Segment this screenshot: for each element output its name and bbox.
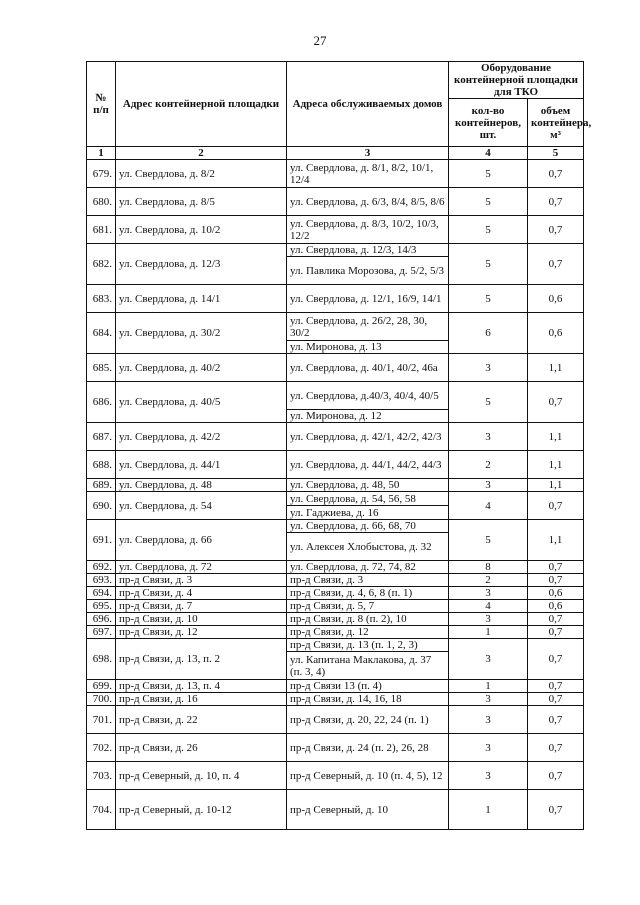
column-index-row [87,147,584,160]
served-houses: пр-д Связи, д. 8 (п. 2), 10 [287,613,449,626]
table-row [87,479,584,492]
served-houses: пр-д Связи, д. 24 (п. 2), 26, 28 [287,734,449,762]
row-number: 692. [87,561,116,574]
row-number: 688. [87,451,116,479]
site-address: пр-д Связи, д. 12 [116,626,287,639]
served-houses: ул. Алексея Хлобыстова, д. 32 [287,533,449,561]
table-row [87,574,584,587]
row-number: 691. [87,520,116,561]
table-row [87,639,584,652]
container-count: 5 [449,244,528,285]
table-row [87,706,584,734]
served-houses: пр-д Связи, д. 5, 7 [287,600,449,613]
row-number: 695. [87,600,116,613]
container-volume: 0,7 [528,216,584,244]
site-address: пр-д Связи, д. 3 [116,574,287,587]
header-served: Адреса обслуживаемых домов [287,62,449,147]
table-row [87,680,584,693]
row-number: 699. [87,680,116,693]
table-row [87,188,584,216]
served-houses: пр-д Связи 13 (п. 4) [287,680,449,693]
table-row [87,734,584,762]
index-cell: 3 [287,147,449,160]
container-volume: 0,7 [528,160,584,188]
row-number: 696. [87,613,116,626]
served-houses: пр-д Связи, д. 14, 16, 18 [287,693,449,706]
container-volume: 0,7 [528,244,584,285]
container-count: 4 [449,600,528,613]
site-address: пр-д Связи, д. 10 [116,613,287,626]
served-houses: пр-д Связи, д. 13 (п. 1, 2, 3) [287,639,449,652]
table-row [87,354,584,382]
container-volume: 0,7 [528,626,584,639]
container-volume: 0,7 [528,613,584,626]
row-number: 687. [87,423,116,451]
header-equipment: Оборудование контейнерной площадки для ТКО [449,62,584,99]
row-number: 694. [87,587,116,600]
served-houses: ул. Свердлова, д. 26/2, 28, 30, 30/2 [287,313,449,341]
row-number: 680. [87,188,116,216]
served-houses: ул. Свердлова, д. 66, 68, 70 [287,520,449,533]
container-count: 3 [449,423,528,451]
site-address: ул. Свердлова, д. 40/2 [116,354,287,382]
container-count: 5 [449,285,528,313]
row-number: 693. [87,574,116,587]
row-number: 686. [87,382,116,423]
site-address: ул. Свердлова, д. 40/5 [116,382,287,423]
site-address: ул. Свердлова, д. 14/1 [116,285,287,313]
container-count: 2 [449,451,528,479]
table-row [87,313,584,341]
container-count: 3 [449,613,528,626]
row-number: 685. [87,354,116,382]
container-count: 3 [449,587,528,600]
row-number: 689. [87,479,116,492]
header-address: Адрес контейнерной площадки [116,62,287,147]
site-address: пр-д Связи, д. 13, п. 4 [116,680,287,693]
container-volume: 0,6 [528,600,584,613]
container-volume: 0,7 [528,734,584,762]
table-row [87,762,584,790]
row-number: 697. [87,626,116,639]
container-volume: 0,7 [528,574,584,587]
site-address: ул. Свердлова, д. 54 [116,492,287,520]
served-houses: ул. Свердлова, д. 8/1, 8/2, 10/1, 12/4 [287,160,449,188]
container-volume: 0,7 [528,706,584,734]
row-number: 703. [87,762,116,790]
served-houses: пр-д Связи, д. 12 [287,626,449,639]
served-houses: ул. Свердлова, д. 8/3, 10/2, 10/3, 12/2 [287,216,449,244]
table-row [87,561,584,574]
header-row [87,62,584,99]
site-address: ул. Свердлова, д. 30/2 [116,313,287,354]
row-number: 701. [87,706,116,734]
container-count: 5 [449,160,528,188]
site-address: пр-д Связи, д. 26 [116,734,287,762]
container-count: 4 [449,492,528,520]
container-volume: 0,6 [528,285,584,313]
row-number: 681. [87,216,116,244]
container-count: 5 [449,382,528,423]
served-houses: ул. Миронова, д. 13 [287,341,449,354]
site-address: пр-д Связи, д. 7 [116,600,287,613]
served-houses: пр-д Связи, д. 4, 6, 8 (п. 1) [287,587,449,600]
container-count: 5 [449,216,528,244]
row-number: 700. [87,693,116,706]
table-row [87,790,584,830]
container-volume: 0,7 [528,492,584,520]
table-row [87,587,584,600]
row-number: 702. [87,734,116,762]
table-row [87,244,584,257]
row-number: 682. [87,244,116,285]
container-count: 8 [449,561,528,574]
container-volume: 0,7 [528,693,584,706]
site-address: пр-д Северный, д. 10, п. 4 [116,762,287,790]
site-address: ул. Свердлова, д. 44/1 [116,451,287,479]
container-volume: 0,7 [528,639,584,680]
site-address: пр-д Связи, д. 4 [116,587,287,600]
served-houses: ул. Свердлова, д. 12/1, 16/9, 14/1 [287,285,449,313]
container-volume: 0,7 [528,382,584,423]
served-houses: пр-д Северный, д. 10 (п. 4, 5), 12 [287,762,449,790]
container-count: 3 [449,693,528,706]
table-row [87,451,584,479]
served-houses: ул. Капитана Маклакова, д. 37 (п. 3, 4) [287,652,449,680]
container-count: 3 [449,762,528,790]
served-houses: ул. Свердлова, д.40/3, 40/4, 40/5 [287,382,449,410]
site-address: пр-д Связи, д. 16 [116,693,287,706]
container-volume: 1,1 [528,423,584,451]
index-cell: 4 [449,147,528,160]
container-volume: 1,1 [528,520,584,561]
site-address: ул. Свердлова, д. 48 [116,479,287,492]
table-row [87,382,584,410]
site-address: пр-д Связи, д. 22 [116,706,287,734]
row-number: 704. [87,790,116,830]
container-count: 1 [449,626,528,639]
served-houses: ул. Свердлова, д. 44/1, 44/2, 44/3 [287,451,449,479]
served-houses: пр-д Связи, д. 3 [287,574,449,587]
container-count: 6 [449,313,528,354]
row-number: 690. [87,492,116,520]
served-houses: ул. Миронова, д. 12 [287,410,449,423]
served-houses: ул. Свердлова, д. 40/1, 40/2, 46а [287,354,449,382]
served-houses: ул. Свердлова, д. 54, 56, 58 [287,492,449,506]
table-row [87,160,584,188]
table-row [87,492,584,506]
served-houses: ул. Свердлова, д. 6/3, 8/4, 8/5, 8/6 [287,188,449,216]
page-number: 27 [313,33,327,48]
served-houses: ул. Свердлова, д. 48, 50 [287,479,449,492]
row-number: 684. [87,313,116,354]
container-volume: 1,1 [528,451,584,479]
table-row [87,285,584,313]
container-count: 5 [449,520,528,561]
container-volume: 0,7 [528,762,584,790]
table-row [87,423,584,451]
container-count: 5 [449,188,528,216]
served-houses: ул. Свердлова, д. 12/3, 14/3 [287,244,449,257]
served-houses: пр-д Связи, д. 20, 22, 24 (п. 1) [287,706,449,734]
index-cell: 2 [116,147,287,160]
container-volume: 1,1 [528,354,584,382]
container-volume: 0,7 [528,188,584,216]
table-row [87,600,584,613]
container-count: 3 [449,639,528,680]
container-volume: 1,1 [528,479,584,492]
site-address: пр-д Северный, д. 10-12 [116,790,287,830]
served-houses: ул. Свердлова, д. 72, 74, 82 [287,561,449,574]
container-volume: 0,6 [528,313,584,354]
site-address: пр-д Связи, д. 13, п. 2 [116,639,287,680]
table-row [87,693,584,706]
served-houses: ул. Павлика Морозова, д. 5/2, 5/3 [287,257,449,285]
container-volume: 0,7 [528,680,584,693]
container-sites-table [86,61,592,830]
container-count: 2 [449,574,528,587]
site-address: ул. Свердлова, д. 12/3 [116,244,287,285]
site-address: ул. Свердлова, д. 8/2 [116,160,287,188]
container-count: 3 [449,734,528,762]
site-address: ул. Свердлова, д. 42/2 [116,423,287,451]
site-address: ул. Свердлова, д. 8/5 [116,188,287,216]
container-count: 3 [449,479,528,492]
served-houses: ул. Свердлова, д. 42/1, 42/2, 42/3 [287,423,449,451]
index-cell: 1 [87,147,116,160]
container-volume: 0,7 [528,790,584,830]
container-volume: 0,6 [528,587,584,600]
table-row [87,520,584,533]
container-count: 3 [449,706,528,734]
row-number: 698. [87,639,116,680]
site-address: ул. Свердлова, д. 72 [116,561,287,574]
container-volume: 0,7 [528,561,584,574]
row-number: 679. [87,160,116,188]
header-count: кол-во контейнеров, шт. [449,99,528,147]
container-count: 3 [449,354,528,382]
row-number: 683. [87,285,116,313]
site-address: ул. Свердлова, д. 66 [116,520,287,561]
served-houses: пр-д Северный, д. 10 [287,790,449,830]
index-cell: 5 [528,147,584,160]
container-count: 1 [449,790,528,830]
table-row [87,626,584,639]
table-row [87,216,584,244]
container-count: 1 [449,680,528,693]
table-row [87,613,584,626]
served-houses: ул. Гаджиева, д. 16 [287,506,449,520]
site-address: ул. Свердлова, д. 10/2 [116,216,287,244]
header-num: № п/п [87,62,116,147]
header-volume: объем контейнера, м³ [528,99,584,147]
